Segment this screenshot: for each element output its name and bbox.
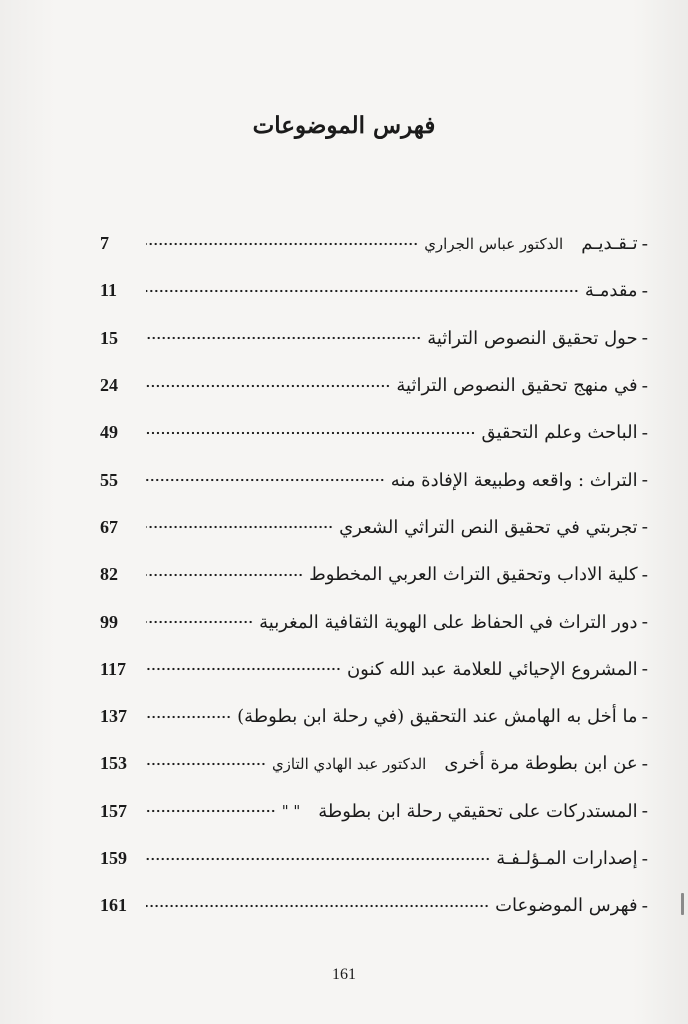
toc-entry-leader-dots — [146, 475, 385, 485]
toc-entry-dash: - — [641, 563, 648, 586]
toc-entry-leader-dots — [146, 712, 231, 722]
page-number: 161 — [332, 966, 356, 983]
toc-entry — [100, 598, 648, 645]
toc-entry-title: ما أخل به الهامش عند التحقيق (في رحلة ابن بطوطة) — [237, 706, 638, 728]
toc-entry — [100, 504, 648, 551]
toc-entry-title: مقدمـة — [584, 280, 638, 302]
toc-entry-page-number: 153 — [100, 753, 127, 774]
toc-entry — [100, 788, 648, 835]
toc-entry — [100, 646, 648, 693]
toc-entry-dash: - — [641, 847, 648, 870]
toc-entry — [100, 362, 648, 409]
toc-entry-page-number: 11 — [100, 280, 118, 301]
toc-entry-dash: - — [641, 752, 648, 775]
page-edge-mark — [681, 893, 684, 915]
toc-entry — [100, 456, 648, 503]
toc-entry-page-number: 99 — [100, 611, 118, 632]
toc-entry-title: تـقـديـم — [581, 233, 638, 255]
toc-entry-dash: - — [641, 327, 648, 350]
toc-entry-dash: - — [641, 611, 648, 634]
toc-entry — [100, 409, 648, 456]
toc-entry-page-number: 7 — [100, 233, 109, 254]
toc-entry-leader-dots — [146, 428, 475, 438]
toc-entry-title: المشروع الإحيائي للعلامة عبد الله كنون — [346, 658, 638, 680]
toc-entry-dash: - — [641, 232, 648, 255]
toc-entry-dash: - — [641, 374, 648, 397]
toc-entry-dash: - — [641, 800, 648, 823]
table-of-contents — [100, 220, 648, 929]
toc-entry-title: إصدارات المـؤلـفـة — [496, 848, 638, 869]
toc-entry-dash: - — [641, 658, 648, 681]
toc-entry-dash: - — [641, 516, 648, 539]
toc-entry-title: المستدركات على تحقيقي رحلة ابن بطوطة — [318, 800, 638, 822]
page-title: فهرس الموضوعات — [252, 112, 436, 139]
toc-entry — [100, 315, 648, 362]
toc-entry-author: الدكتور عبد الهادي التازي — [271, 754, 427, 773]
toc-entry-leader-dots — [146, 806, 276, 816]
toc-entry-page-number: 161 — [100, 895, 127, 916]
toc-entry-title: تجربتي في تحقيق النص التراثي الشعري — [339, 516, 638, 538]
toc-entry-leader-dots — [146, 333, 421, 343]
toc-entry-page-number: 117 — [100, 658, 127, 679]
toc-entry-page-number: 82 — [100, 564, 118, 585]
toc-entry-leader-dots — [146, 286, 579, 296]
toc-entry — [100, 267, 648, 314]
toc-entry-page-number: 159 — [100, 848, 127, 868]
toc-entry-leader-dots — [146, 381, 390, 391]
toc-entry-leader-dots — [146, 239, 418, 249]
toc-entry-title: التراث : واقعه وطبيعة الإفادة منه — [390, 469, 638, 491]
toc-entry-title: دور التراث في الحفاظ على الهوية الثقافية المغربية — [259, 611, 638, 633]
toc-entry-author: الدكتور عباس الجراري — [424, 234, 564, 253]
toc-entry-leader-dots — [146, 664, 341, 674]
toc-entry — [100, 835, 648, 882]
toc-entry — [100, 551, 648, 598]
toc-entry-title: في منهج تحقيق النصوص التراثية — [396, 375, 638, 397]
toc-entry-page-number: 49 — [100, 422, 118, 443]
toc-entry-leader-dots — [146, 854, 490, 864]
toc-entry-leader-dots — [146, 901, 489, 911]
toc-entry — [100, 740, 648, 787]
toc-entry — [100, 882, 648, 929]
toc-entry-dash: - — [641, 421, 648, 444]
toc-entry-dash: - — [641, 279, 648, 302]
toc-entry-leader-dots — [146, 617, 253, 627]
toc-entry-page-number: 67 — [100, 516, 118, 537]
toc-entry-title: عن ابن بطوطة مرة أخرى — [444, 753, 638, 775]
toc-entry-page-number: 157 — [100, 800, 127, 821]
toc-entry-title: الباحث وعلم التحقيق — [481, 422, 638, 444]
toc-entry-dash: - — [641, 894, 648, 917]
toc-entry — [100, 693, 648, 740]
toc-entry-page-number: 137 — [100, 706, 127, 727]
toc-entry-author: " " — [281, 802, 301, 821]
toc-entry-page-number: 24 — [100, 375, 118, 396]
toc-entry-title: فهرس الموضوعات — [495, 895, 638, 917]
toc-entry-leader-dots — [146, 522, 333, 532]
toc-entry-leader-dots — [146, 570, 303, 580]
toc-entry-title: حول تحقيق النصوص التراثية — [427, 327, 638, 349]
toc-entry — [100, 220, 648, 267]
toc-entry-page-number: 55 — [100, 469, 118, 490]
toc-entry-title: كلية الاداب وتحقيق التراث العربي المخطوط — [309, 564, 638, 586]
toc-entry-dash: - — [641, 705, 648, 728]
toc-entry-page-number: 15 — [100, 327, 118, 348]
toc-entry-leader-dots — [146, 759, 266, 769]
toc-entry-dash: - — [641, 469, 648, 492]
